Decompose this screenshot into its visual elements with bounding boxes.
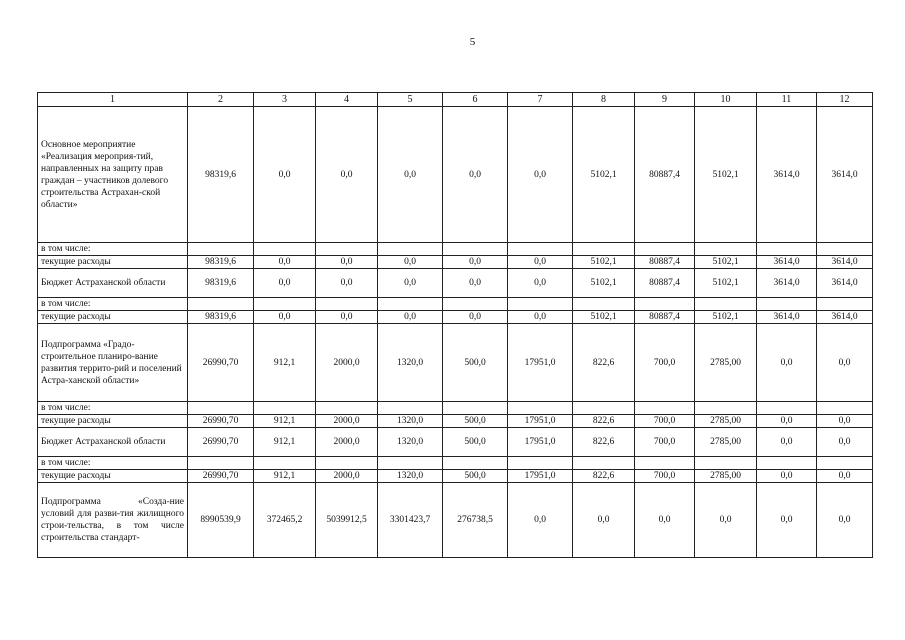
value-cell: 98319,6: [188, 269, 254, 298]
value-cell: 700,0: [635, 415, 695, 428]
value-cell: 0,0: [378, 107, 443, 243]
value-cell: 372465,2: [254, 483, 316, 558]
value-cell: 3614,0: [757, 107, 817, 243]
value-cell: 80887,4: [635, 269, 695, 298]
value-cell: [378, 457, 443, 470]
value-cell: 2000,0: [316, 324, 378, 402]
value-cell: 5039912,5: [316, 483, 378, 558]
value-cell: 5102,1: [573, 107, 635, 243]
value-cell: [316, 243, 378, 256]
value-cell: [508, 298, 573, 311]
value-cell: 700,0: [635, 324, 695, 402]
row-label: в том числе:: [38, 298, 188, 311]
value-cell: 2785,00: [695, 324, 757, 402]
value-cell: [316, 298, 378, 311]
value-cell: 17951,0: [508, 415, 573, 428]
value-cell: 80887,4: [635, 311, 695, 324]
value-cell: [635, 243, 695, 256]
value-cell: [573, 402, 635, 415]
value-cell: [817, 457, 873, 470]
value-cell: 0,0: [508, 269, 573, 298]
value-cell: 5102,1: [695, 256, 757, 269]
table-row: [38, 243, 873, 256]
value-cell: 822,6: [573, 415, 635, 428]
value-cell: 822,6: [573, 470, 635, 483]
value-cell: [573, 457, 635, 470]
column-header: 10: [695, 93, 757, 107]
value-cell: 822,6: [573, 324, 635, 402]
value-cell: [508, 402, 573, 415]
row-label: Подпрограмма «Градо-строительное планиро-вание развития террито-рий и поселений Астра-ханской области»: [38, 324, 188, 402]
value-cell: 0,0: [443, 311, 508, 324]
row-label: текущие расходы: [38, 311, 188, 324]
value-cell: 1320,0: [378, 324, 443, 402]
value-cell: 0,0: [508, 483, 573, 558]
value-cell: 80887,4: [635, 107, 695, 243]
value-cell: 0,0: [757, 483, 817, 558]
table-row: [38, 298, 873, 311]
row-label: в том числе:: [38, 457, 188, 470]
value-cell: 0,0: [508, 311, 573, 324]
value-cell: [635, 457, 695, 470]
value-cell: [817, 298, 873, 311]
value-cell: 0,0: [508, 107, 573, 243]
value-cell: [254, 457, 316, 470]
column-header: 2: [188, 93, 254, 107]
value-cell: 2000,0: [316, 470, 378, 483]
column-header: 11: [757, 93, 817, 107]
value-cell: 26990,70: [188, 324, 254, 402]
value-cell: 3614,0: [817, 256, 873, 269]
value-cell: 0,0: [757, 324, 817, 402]
table-row: [38, 415, 873, 428]
value-cell: [695, 298, 757, 311]
value-cell: [757, 402, 817, 415]
value-cell: 0,0: [254, 269, 316, 298]
table-row: [38, 107, 873, 243]
value-cell: [188, 402, 254, 415]
value-cell: [508, 457, 573, 470]
value-cell: [254, 298, 316, 311]
value-cell: 822,6: [573, 428, 635, 457]
value-cell: 0,0: [817, 483, 873, 558]
value-cell: 5102,1: [695, 269, 757, 298]
column-header: 6: [443, 93, 508, 107]
value-cell: [757, 298, 817, 311]
value-cell: 0,0: [573, 483, 635, 558]
value-cell: 0,0: [508, 256, 573, 269]
value-cell: 912,1: [254, 428, 316, 457]
row-label: Бюджет Астраханской области: [38, 428, 188, 457]
value-cell: 0,0: [443, 269, 508, 298]
value-cell: 17951,0: [508, 324, 573, 402]
value-cell: [508, 243, 573, 256]
value-cell: 5102,1: [695, 107, 757, 243]
value-cell: [573, 243, 635, 256]
value-cell: 5102,1: [573, 269, 635, 298]
value-cell: [695, 402, 757, 415]
row-label: текущие расходы: [38, 415, 188, 428]
row-label: Основное мероприятие «Реализация мероприя-тий, направленных на защиту прав граждан – участников долевого строительства Астрахан-ской области»: [38, 107, 188, 243]
value-cell: 2785,00: [695, 428, 757, 457]
value-cell: 700,0: [635, 470, 695, 483]
value-cell: 500,0: [443, 428, 508, 457]
value-cell: 0,0: [254, 311, 316, 324]
value-cell: 1320,0: [378, 470, 443, 483]
value-cell: 17951,0: [508, 428, 573, 457]
value-cell: 0,0: [254, 256, 316, 269]
row-label: в том числе:: [38, 243, 188, 256]
value-cell: [188, 457, 254, 470]
value-cell: 26990,70: [188, 428, 254, 457]
table-row: [38, 483, 873, 558]
value-cell: 98319,6: [188, 311, 254, 324]
row-label: текущие расходы: [38, 256, 188, 269]
value-cell: [695, 457, 757, 470]
value-cell: 0,0: [316, 256, 378, 269]
table-row: [38, 311, 873, 324]
value-cell: [443, 402, 508, 415]
value-cell: 0,0: [757, 415, 817, 428]
value-cell: 2000,0: [316, 428, 378, 457]
value-cell: 17951,0: [508, 470, 573, 483]
value-cell: [443, 243, 508, 256]
column-header: 7: [508, 93, 573, 107]
value-cell: [378, 402, 443, 415]
value-cell: [635, 298, 695, 311]
value-cell: 0,0: [254, 107, 316, 243]
value-cell: 0,0: [635, 483, 695, 558]
value-cell: 8990539,9: [188, 483, 254, 558]
table-row: [38, 324, 873, 402]
value-cell: 912,1: [254, 324, 316, 402]
value-cell: 0,0: [316, 311, 378, 324]
value-cell: 0,0: [443, 256, 508, 269]
value-cell: 98319,6: [188, 107, 254, 243]
value-cell: [188, 298, 254, 311]
column-header: 9: [635, 93, 695, 107]
value-cell: 5102,1: [573, 256, 635, 269]
column-header: 12: [817, 93, 873, 107]
value-cell: [188, 243, 254, 256]
value-cell: 0,0: [378, 256, 443, 269]
value-cell: [757, 457, 817, 470]
value-cell: 0,0: [817, 428, 873, 457]
value-cell: 500,0: [443, 415, 508, 428]
table-row: [38, 428, 873, 457]
value-cell: [316, 457, 378, 470]
value-cell: 2785,00: [695, 470, 757, 483]
value-cell: 912,1: [254, 470, 316, 483]
page-number: 5: [469, 36, 476, 48]
value-cell: 0,0: [817, 324, 873, 402]
value-cell: 0,0: [817, 470, 873, 483]
value-cell: 3614,0: [817, 269, 873, 298]
value-cell: 5102,1: [573, 311, 635, 324]
table-row: [38, 470, 873, 483]
table-row: [38, 457, 873, 470]
column-header: 5: [378, 93, 443, 107]
table-body: [38, 107, 873, 558]
value-cell: 0,0: [443, 107, 508, 243]
value-cell: 3614,0: [757, 269, 817, 298]
value-cell: 0,0: [817, 415, 873, 428]
row-label: текущие расходы: [38, 470, 188, 483]
value-cell: 26990,70: [188, 470, 254, 483]
budget-table: [37, 92, 873, 558]
value-cell: 0,0: [378, 269, 443, 298]
value-cell: [316, 402, 378, 415]
value-cell: [757, 243, 817, 256]
value-cell: 1320,0: [378, 415, 443, 428]
value-cell: 2000,0: [316, 415, 378, 428]
value-cell: 912,1: [254, 415, 316, 428]
value-cell: [378, 243, 443, 256]
table-row: [38, 402, 873, 415]
column-header: 4: [316, 93, 378, 107]
table-row: [38, 269, 873, 298]
value-cell: [573, 298, 635, 311]
column-header: 8: [573, 93, 635, 107]
value-cell: [443, 457, 508, 470]
column-header: 3: [254, 93, 316, 107]
value-cell: 3614,0: [757, 256, 817, 269]
value-cell: 98319,6: [188, 256, 254, 269]
value-cell: 0,0: [316, 107, 378, 243]
value-cell: [443, 298, 508, 311]
value-cell: 3614,0: [817, 311, 873, 324]
header-row: [38, 93, 873, 107]
row-label: Подпрограмма «Созда-ние условий для разви-тия жилищного строи-тельства, в том числе строительства стандарт-: [38, 483, 188, 558]
value-cell: [254, 402, 316, 415]
value-cell: 500,0: [443, 470, 508, 483]
value-cell: 3614,0: [757, 311, 817, 324]
value-cell: 276738,5: [443, 483, 508, 558]
value-cell: 0,0: [757, 428, 817, 457]
value-cell: 2785,00: [695, 415, 757, 428]
value-cell: 3614,0: [817, 107, 873, 243]
value-cell: [817, 402, 873, 415]
value-cell: 0,0: [316, 269, 378, 298]
table-row: [38, 256, 873, 269]
row-label: в том числе:: [38, 402, 188, 415]
value-cell: 80887,4: [635, 256, 695, 269]
value-cell: [817, 243, 873, 256]
value-cell: [695, 243, 757, 256]
column-header: 1: [38, 93, 188, 107]
value-cell: 5102,1: [695, 311, 757, 324]
value-cell: [254, 243, 316, 256]
value-cell: 26990,70: [188, 415, 254, 428]
value-cell: [635, 402, 695, 415]
value-cell: 1320,0: [378, 428, 443, 457]
value-cell: 3301423,7: [378, 483, 443, 558]
value-cell: 500,0: [443, 324, 508, 402]
value-cell: 0,0: [757, 470, 817, 483]
value-cell: 0,0: [695, 483, 757, 558]
value-cell: 0,0: [378, 311, 443, 324]
value-cell: 700,0: [635, 428, 695, 457]
value-cell: [378, 298, 443, 311]
row-label: Бюджет Астраханской области: [38, 269, 188, 298]
